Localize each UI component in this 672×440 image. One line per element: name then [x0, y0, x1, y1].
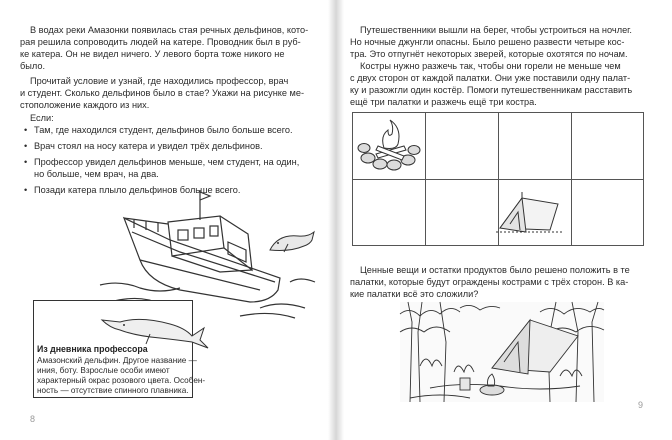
- text-line: палатки, которые будут ограждены кострами с трёх сторон. В ка-: [350, 277, 629, 287]
- bullet-marker: •: [24, 185, 28, 195]
- text-line: ку и разожгли один костёр. Помоги путешественникам расставить: [350, 85, 633, 95]
- condition-item: Позади катера плыло дельфинов больше всего.: [34, 185, 241, 195]
- grid-cell[interactable]: [426, 113, 499, 180]
- text-line: Но ночные джунгли опасны. Было решено развести четыре кос-: [350, 37, 625, 47]
- text-line: В водах реки Амазонки появилась стая речных дельфинов, кото-: [30, 25, 309, 35]
- dolphin-icon: [100, 306, 210, 350]
- grid-cell[interactable]: [353, 180, 426, 245]
- text-line: Костры нужно разжечь так, чтобы они горели не меньше чем: [360, 61, 621, 71]
- condition-item: Профессор увидел дельфинов меньше, чем студент, на один,: [34, 157, 300, 167]
- text-line: ке катера. Он не видел ничего. У левого борта тоже никого не: [20, 49, 285, 59]
- text-line: Ценные вещи и остатки продуктов было решено положить в те: [360, 265, 630, 275]
- text-line: и студент. Сколько дельфинов было в стае? Укажи на рисунке ме-: [20, 88, 305, 98]
- condition-item: Врач стоял на носу катера и увидел трёх дельфинов.: [34, 141, 263, 151]
- bullet-marker: •: [24, 157, 28, 167]
- jungle-camp-illustration: [400, 302, 604, 402]
- dolphin-icon: [268, 228, 318, 258]
- text-line: ещё три палатки и разжечь ещё три костра.: [350, 97, 537, 107]
- condition-item: но больше, чем врач, на два.: [34, 169, 159, 179]
- campfire-icon: [358, 120, 422, 172]
- text-line: с двух сторон от каждой палатки. Они уже поставили одну палат-: [350, 73, 631, 83]
- bullet-marker: •: [24, 141, 28, 151]
- book-spine: [328, 0, 344, 440]
- diary-title: Из дневника профессора: [37, 344, 148, 354]
- diary-text-line: ность — отсутствие спинного плавника.: [37, 386, 189, 395]
- grid-cell[interactable]: [572, 180, 643, 245]
- text-line: кие палатки всё это сложили?: [350, 289, 479, 299]
- diary-text-line: характерный окрас розового цвета. Особен-: [37, 376, 206, 385]
- diary-text-line: Амазонский дельфин. Другое название —: [37, 356, 197, 365]
- text-line: Если:: [30, 113, 54, 123]
- grid-cell[interactable]: [426, 180, 499, 245]
- page-number: 8: [30, 414, 36, 424]
- diary-text-line: иния, боту. Взрослые особи имеют: [37, 366, 170, 375]
- text-line: тра. Это отпугнёт некоторых зверей, которые охотятся по ночам.: [350, 49, 628, 59]
- grid-cell[interactable]: [572, 113, 643, 180]
- condition-item: Там, где находился студент, дельфинов было больше всего.: [34, 125, 293, 135]
- text-line: было.: [20, 61, 45, 71]
- grid-cell[interactable]: [499, 113, 572, 180]
- bullet-marker: •: [24, 125, 28, 135]
- text-line: Прочитай условие и узнай, где находились профессор, врач: [30, 76, 289, 86]
- page-number: 9: [638, 400, 644, 410]
- text-line: Путешественники вышли на берег, чтобы устроиться на ночлег.: [360, 25, 632, 35]
- text-line: рая решила сопроводить людей на катере. Проводник был в руб-: [20, 37, 301, 47]
- tent-icon: [496, 190, 562, 236]
- text-line: стоположение каждого из них.: [20, 100, 150, 110]
